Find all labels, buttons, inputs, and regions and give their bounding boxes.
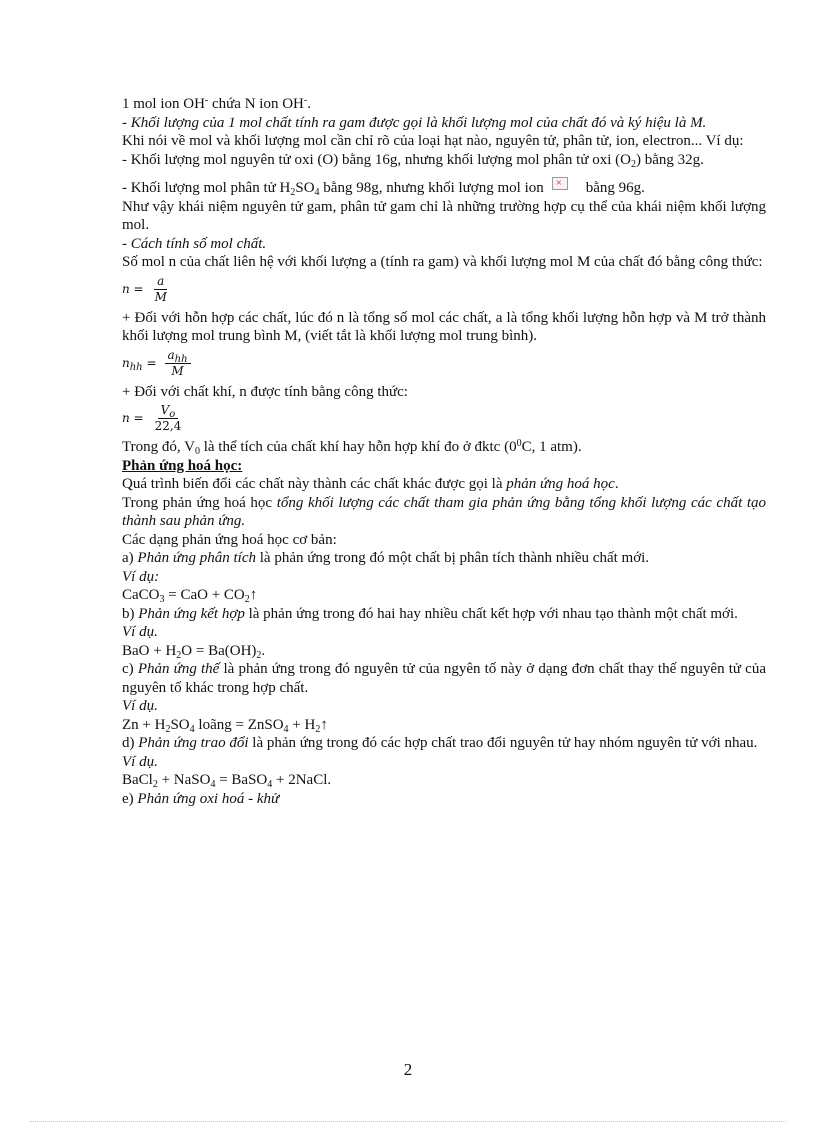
text: a (167, 347, 175, 362)
paragraph-combination (122, 605, 766, 624)
paragraph-oxygen-example (122, 151, 766, 170)
subscript: 4 (189, 723, 195, 735)
subscript: 2 (315, 723, 321, 735)
superscript: - (303, 95, 308, 106)
paragraph-reaction-definition (122, 475, 766, 494)
text: là phản ứng trong đó hai hay nhiều chất kết hợp với nhau tạo thành một chất mới. (244, 605, 738, 622)
text: = BaSO (215, 772, 268, 788)
text: + 2NaCl. (272, 772, 332, 788)
broken-image-icon (552, 177, 568, 190)
subscript: 2 (152, 779, 158, 790)
superscript: - (204, 95, 209, 106)
text: loãng = ZnSO (194, 716, 284, 733)
page-number: 2 (403, 1060, 413, 1079)
example-label: Ví dụ. (122, 624, 158, 640)
text: là phản ứng trong đó một chất bị phân tích thành nhiều chất mới. (256, 550, 650, 566)
text: Phản ứng trao đổi (138, 735, 249, 751)
text: + NaSO (157, 772, 211, 788)
denominator: 22,4 (154, 419, 182, 433)
subscript: 2 (630, 158, 636, 170)
text: SO (170, 716, 190, 733)
formula-lhs: n = (122, 411, 144, 426)
paragraph-decomposition (122, 549, 766, 568)
fraction (152, 403, 185, 434)
text: Trong phản ứng hoá học (122, 494, 277, 511)
text: O = Ba(OH) (181, 642, 257, 659)
text: Phản ứng thế (137, 661, 220, 677)
paragraph-oh-ion (122, 95, 766, 114)
subscript: 4 (267, 779, 273, 790)
formula-n-gas (122, 403, 184, 434)
paragraph-substitution (122, 660, 766, 697)
text: BaO + H (122, 642, 177, 659)
text: b) (122, 605, 139, 622)
equation-bacl2 (122, 771, 766, 790)
paragraph-v0 (122, 438, 766, 457)
subscript: 2 (244, 594, 250, 605)
text: ↑ (249, 587, 258, 603)
paragraph-molar-mass-definition: - Khối lượng của 1 mol chất tính ra gam được gọi là khối lượng mol của chất đó và ký hiệu là M. (122, 114, 707, 131)
equation-caco3 (122, 586, 766, 605)
section-heading-mol-calc: - Cách tính số mol chất. (122, 235, 267, 252)
text: c) (122, 661, 138, 677)
section-heading-reactions: Phản ứng hoá học: (122, 457, 243, 474)
paragraph-mass-conservation (122, 494, 766, 531)
text: Trong đó, V (122, 439, 195, 455)
text: + H (288, 716, 316, 733)
subscript: 2 (256, 649, 262, 661)
formula-lhs: n = (122, 281, 144, 296)
text: Phản ứng phân tích (137, 550, 256, 566)
text: là phản ứng trong đó các hợp chất trao đổi nguyên tử hay nhóm nguyên tử với nhau. (248, 735, 758, 751)
equation-bao (122, 642, 766, 661)
text: a) (122, 550, 138, 566)
subscript: 4 (210, 779, 216, 790)
text: chứa N ion OH (208, 96, 304, 112)
text: 1 mol ion OH (122, 96, 205, 112)
text: d) (122, 735, 139, 751)
text: là thể tích của chất khí hay hỗn hợp khí đo ở đktc (0 (199, 439, 517, 455)
text: n (122, 355, 130, 370)
numerator (158, 403, 179, 419)
text: bằng 96g. (585, 180, 645, 196)
paragraph-mixture: + Đối với hỗn hợp các chất, lúc đó n là tổng số mol các chất, a là tổng khối lượng hỗn hợp và M trở thành khối lượng mol trung bình M, (viết tắt là khối lượng mol trung bình). (122, 309, 766, 344)
paragraph-gas: + Đối với chất khí, n được tính bằng công thức: (122, 383, 408, 400)
text: V (160, 403, 170, 417)
denominator: M (154, 289, 167, 304)
text: CaCO (122, 587, 160, 603)
subscript: 4 (283, 723, 289, 735)
paragraph-h2so4-example (122, 177, 766, 198)
superscript: 0 (516, 438, 522, 449)
subscript: hh (129, 361, 143, 373)
fraction (152, 274, 170, 305)
page-bottom-divider (30, 1121, 786, 1122)
example-label: Ví dụ. (122, 753, 158, 770)
text: = CaO + CO (164, 587, 245, 603)
text: - Khối lượng mol phân tử H (122, 180, 291, 196)
text: e) (122, 790, 138, 807)
subscript: hh (174, 353, 188, 365)
text: SO (295, 180, 315, 196)
fraction (165, 348, 191, 379)
text: Phản ứng kết hợp (138, 605, 245, 622)
formula-lhs: $n_{hh}$ = (122, 355, 157, 373)
text: Zn + H (122, 716, 166, 733)
text: . (307, 96, 311, 112)
subscript: 2 (165, 723, 171, 735)
text: . (614, 476, 619, 492)
text: tổng khối lượng các chất tham gia phản ứng bằng tổng khối lượng các chất tạo thành sau phản ứng. (122, 494, 767, 529)
subscript: 3 (159, 594, 165, 605)
document-body (122, 95, 766, 808)
text: - Khối lượng mol nguyên tử oxi (O) bằng 16g, nhưng khối lượng mol phân tử oxi (O (122, 151, 631, 168)
text: bằng 98g, nhưng khối lượng mol ion (319, 180, 544, 196)
text: ) bằng 32g. (635, 151, 704, 168)
formula-n-a-over-m (122, 274, 170, 305)
text: Phản ứng oxi hoá - khử (137, 790, 280, 807)
subscript: 0 (194, 446, 200, 457)
paragraph-redox (122, 790, 766, 809)
example-label: Ví dụ. (122, 698, 158, 714)
text: phản ứng hoá học (506, 476, 615, 492)
paragraph-reaction-types: Các dạng phản ứng hoá học cơ bản: (122, 531, 337, 548)
numerator: a (154, 274, 167, 290)
example-label: Ví dụ: (122, 568, 160, 585)
formula-n-hh (122, 348, 191, 379)
text: C, 1 atm). (521, 439, 582, 455)
numerator (165, 348, 191, 364)
text: ↑ (320, 716, 328, 733)
subscript: 2 (176, 649, 182, 661)
text: Quá trình biến đổi các chất này thành các chất khác được gọi là (122, 476, 507, 492)
text: BaCl (122, 772, 153, 788)
paragraph-mol-note: Khi nói về mol và khối lượng mol cần chỉ rõ của loại hạt nào, nguyên tử, phân tử, ion, electron... Ví dụ: (122, 133, 744, 149)
denominator: M (171, 363, 184, 378)
paragraph-formula-intro: Số mol n của chất liên hệ với khối lượng a (tính ra gam) và khối lượng mol M của chất đó bằng công thức: (122, 254, 763, 270)
text: . (261, 642, 266, 659)
equation-zn (122, 716, 766, 735)
subscript: 2 (290, 187, 296, 198)
subscript: 4 (314, 187, 320, 198)
paragraph-conclusion: Như vậy khái niệm nguyên tử gam, phân tử gam chỉ là những trường hợp cụ thể của khái niệm khối lượng mol. (122, 198, 766, 233)
paragraph-exchange (122, 734, 766, 753)
subscript: o (169, 409, 176, 420)
text: là phản ứng trong đó nguyên tử của ngyên tố này ở dạng đơn chất thay thế nguyên tử của nguyên tố khác trong hợp chất. (122, 661, 767, 696)
